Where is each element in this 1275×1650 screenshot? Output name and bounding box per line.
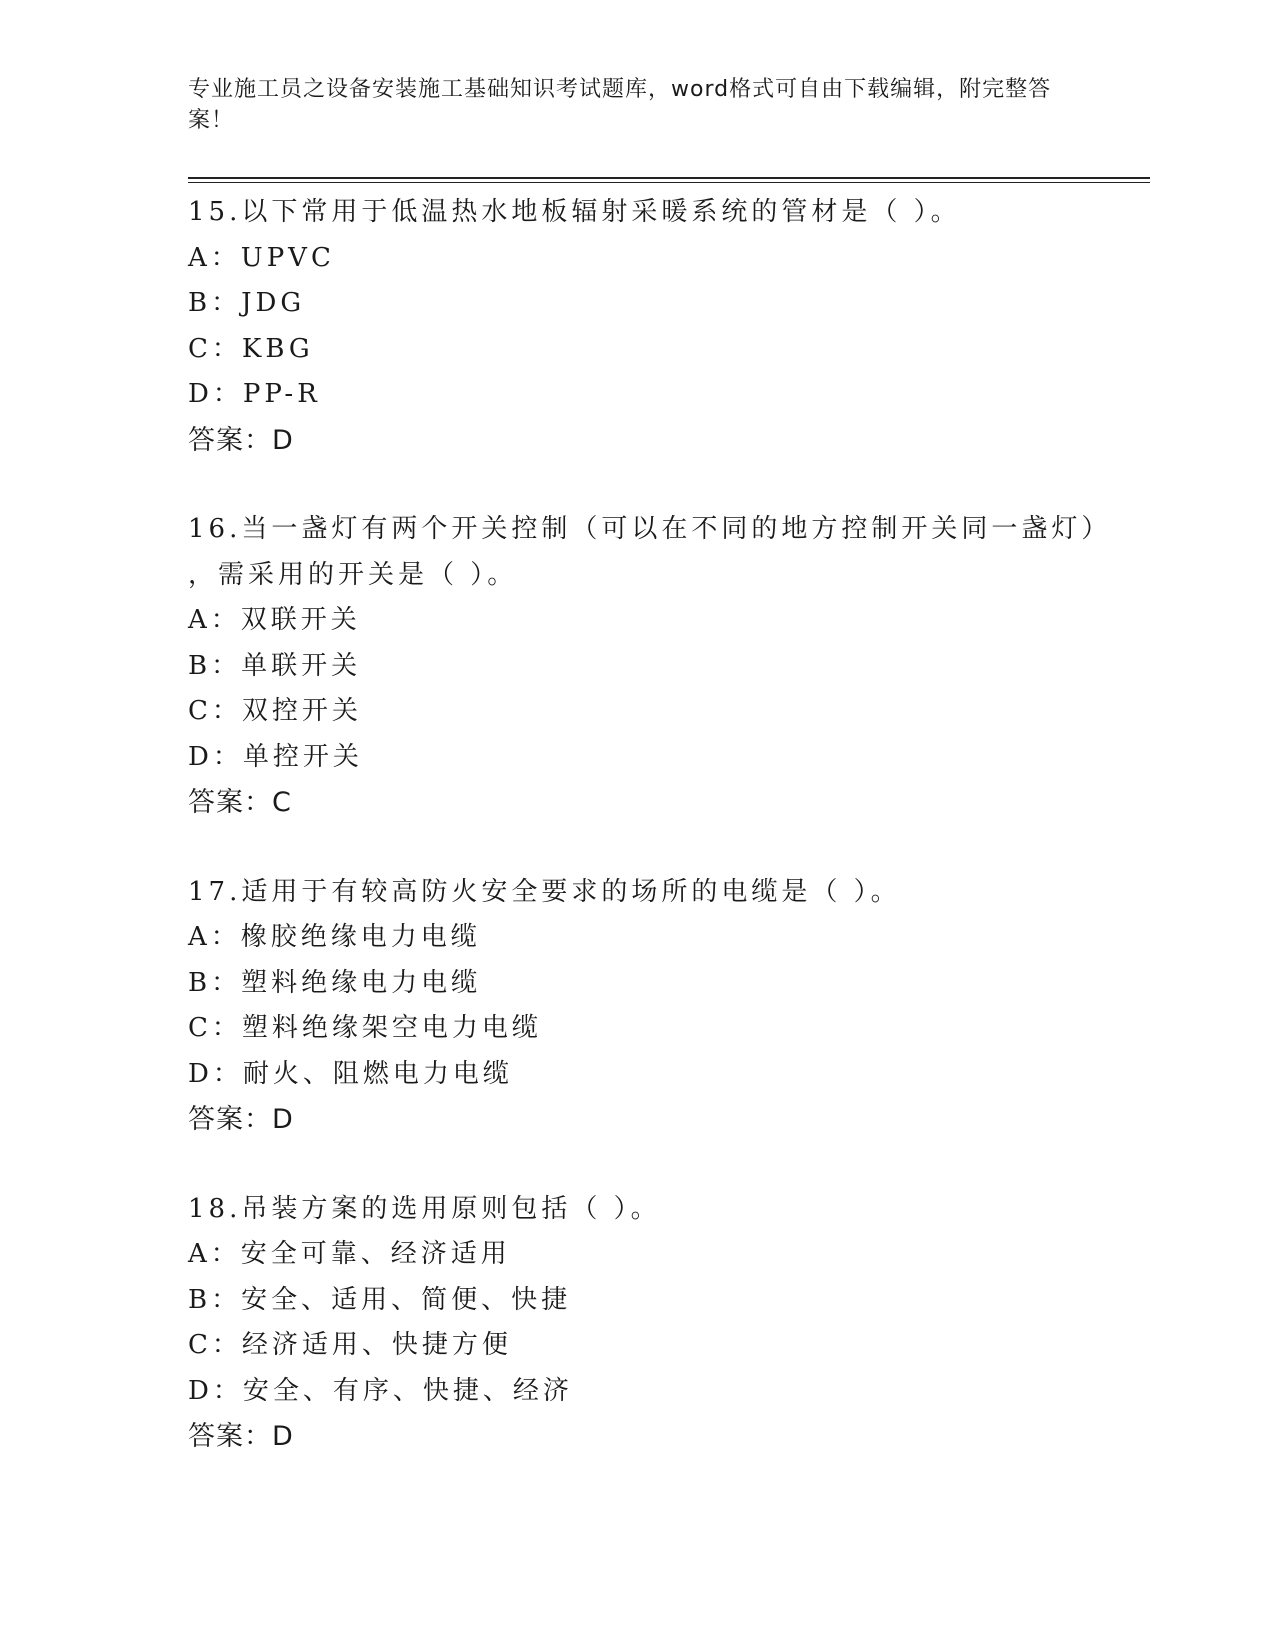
option-b: B：JDG	[188, 288, 306, 318]
question-item	[188, 507, 1148, 826]
option-c: C：经济适用、快捷方便	[188, 1330, 512, 1360]
option-a: A：双联开关	[188, 605, 361, 635]
document-header: 专业施工员之设备安装施工基础知识考试题库，word格式可自由下载编辑，附完整答案！	[188, 77, 1052, 133]
question-stem: 18.吊装方案的选用原则包括（ ）。	[188, 1193, 661, 1224]
option-d: D：PP-R	[188, 379, 321, 409]
option-d: D：单控开关	[188, 741, 363, 772]
question-item	[188, 1187, 1148, 1460]
option-a: A：橡胶绝缘电力电缆	[188, 922, 481, 952]
answer-line: 答案：D	[188, 1104, 294, 1135]
question-stem: 16.当一盏灯有两个开关控制（可以在不同的地方控制开关同一盏灯）	[188, 514, 1112, 544]
header-divider-thin	[188, 182, 1150, 183]
question-item	[188, 870, 1148, 1143]
option-d: D：耐火、阻燃电力电缆	[188, 1058, 513, 1089]
question-list	[188, 190, 1148, 1504]
option-c: C：KBG	[188, 333, 314, 364]
option-b: B：单联开关	[188, 650, 362, 681]
answer-line: 答案：D	[188, 1421, 294, 1452]
option-c: C：双控开关	[188, 696, 362, 726]
answer-line: 答案：D	[188, 424, 294, 456]
option-b: B：安全、适用、简便、快捷	[188, 1284, 572, 1315]
header-divider-thick	[188, 177, 1150, 179]
option-c: C：塑料绝缘架空电力电缆	[188, 1013, 542, 1043]
option-a: A：UPVC	[188, 242, 335, 273]
question-stem-continued: ，需采用的开关是（ ）。	[188, 559, 518, 590]
option-a: A：安全可靠、经济适用	[188, 1239, 511, 1269]
question-stem: 17.适用于有较高防火安全要求的场所的电缆是（ ）。	[188, 876, 901, 907]
question-stem: 15.以下常用于低温热水地板辐射采暖系统的管材是（ ）。	[188, 197, 961, 227]
question-item	[188, 190, 1148, 463]
option-b: B：塑料绝缘电力电缆	[188, 967, 482, 998]
option-d: D：安全、有序、快捷、经济	[188, 1375, 573, 1406]
answer-line: 答案：C	[188, 787, 292, 818]
